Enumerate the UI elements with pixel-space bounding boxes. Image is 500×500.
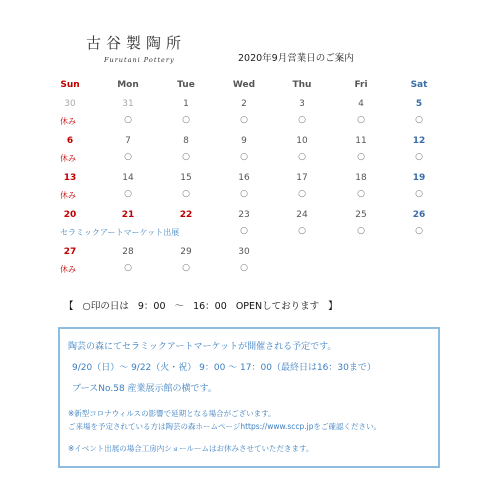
weekday-header-thu: Thu (292, 80, 312, 90)
notice-line-4: ※新型コロナウィルスの影響で延期となる場合がございます。 (68, 409, 276, 418)
logo-subtitle: Furutani Pottery (104, 56, 175, 64)
day-cell: 16 (238, 173, 250, 183)
open-mark: ○ (415, 152, 423, 162)
open-mark: ○ (124, 152, 132, 162)
day-cell: 3 (299, 99, 305, 109)
day-cell: 23 (238, 210, 250, 220)
open-mark: ○ (182, 115, 190, 125)
hours-label: ○印の日は (82, 301, 129, 312)
weekday-header-sat: Sat (410, 80, 428, 90)
notice-line-1: 陶芸の森にてセラミックアートマーケットが開催される予定です。 (68, 342, 337, 352)
weekday-header-mon: Mon (117, 80, 139, 90)
day-cell: 4 (358, 99, 364, 109)
day-cell: 1 (183, 99, 189, 109)
open-mark: ○ (298, 189, 306, 199)
hours-close-bracket: 】 (328, 301, 338, 312)
day-cell: 24 (296, 210, 308, 220)
open-mark: ○ (182, 189, 190, 199)
day-cell: 19 (412, 173, 426, 183)
weekday-header-sun: Sun (60, 80, 80, 90)
open-mark: ○ (415, 189, 423, 199)
day-cell: 13 (63, 173, 77, 183)
day-cell: 22 (179, 210, 193, 220)
day-cell: 21 (121, 210, 135, 220)
open-mark: ○ (240, 189, 248, 199)
business-hours (64, 298, 344, 312)
day-cell: 30 (238, 247, 250, 257)
day-cell: 18 (355, 173, 367, 183)
day-cell: 28 (122, 247, 134, 257)
hours-end: 16：00 (193, 301, 227, 312)
day-cell: 9 (241, 136, 247, 146)
closed-label: 休み (60, 154, 76, 163)
hours-separator: ～ (174, 301, 185, 312)
open-mark: ○ (240, 263, 248, 273)
day-cell: 12 (412, 136, 426, 146)
day-cell: 31 (122, 99, 134, 109)
open-mark: ○ (124, 189, 132, 199)
open-mark: ○ (124, 263, 132, 273)
event-label: セラミックアートマーケット出展 (60, 228, 180, 237)
open-mark: ○ (357, 115, 365, 125)
day-cell: 25 (355, 210, 367, 220)
day-cell: 30 (64, 99, 76, 109)
day-cell: 6 (66, 136, 74, 146)
logo-text: 古谷製陶所 (86, 34, 187, 52)
open-mark: ○ (182, 152, 190, 162)
day-cell: 26 (412, 210, 426, 220)
closed-label: 休み (60, 191, 76, 200)
day-cell: 27 (63, 247, 77, 257)
logo (86, 32, 186, 68)
hours-note: OPENしております (235, 301, 320, 312)
page-title: 2020年9月営業日のご案内 (238, 53, 354, 64)
weekday-header-fri: Fri (354, 80, 368, 90)
open-mark: ○ (240, 115, 248, 125)
open-mark: ○ (298, 115, 306, 125)
day-cell: 7 (125, 136, 131, 146)
open-mark: ○ (357, 152, 365, 162)
closed-label: 休み (60, 265, 76, 274)
day-cell: 20 (63, 210, 77, 220)
event-notice-box (58, 327, 440, 468)
open-mark: ○ (182, 263, 190, 273)
day-cell: 2 (241, 99, 247, 109)
day-cell: 11 (355, 136, 367, 146)
open-mark: ○ (415, 115, 423, 125)
closed-label: 休み (60, 117, 76, 126)
open-mark: ○ (298, 226, 306, 236)
day-cell: 14 (122, 173, 134, 183)
day-cell: 17 (296, 173, 308, 183)
open-mark: ○ (357, 226, 365, 236)
open-mark: ○ (357, 189, 365, 199)
weekday-header-wed: Wed (232, 80, 256, 90)
notice-line-6: ※イベント出展の場合工房内ショールームはお休みさせていただきます。 (68, 444, 314, 453)
day-cell: 15 (180, 173, 192, 183)
open-mark: ○ (240, 226, 248, 236)
day-cell: 29 (180, 247, 192, 257)
open-mark: ○ (415, 226, 423, 236)
day-cell: 10 (296, 136, 308, 146)
open-mark: ○ (240, 152, 248, 162)
day-cell: 8 (183, 136, 189, 146)
notice-line-5: ご来場を予定されている方は陶芸の森ホームページhttps://www.sccp.jpをご確認ください。 (68, 422, 381, 431)
notice-line-3: ブースNo.58 産業展示館の横です。 (72, 384, 217, 394)
hours-start: 9：00 (137, 301, 166, 312)
day-cell: 5 (415, 99, 423, 109)
notice-line-2: 9/20（日）～ 9/22（火・祝） 9：00 ～ 17：00（最終日は16：30まで） (72, 363, 376, 373)
hours-open-bracket: 【 (64, 301, 74, 312)
weekday-header-tue: Tue (177, 80, 195, 90)
open-mark: ○ (124, 115, 132, 125)
open-mark: ○ (298, 152, 306, 162)
